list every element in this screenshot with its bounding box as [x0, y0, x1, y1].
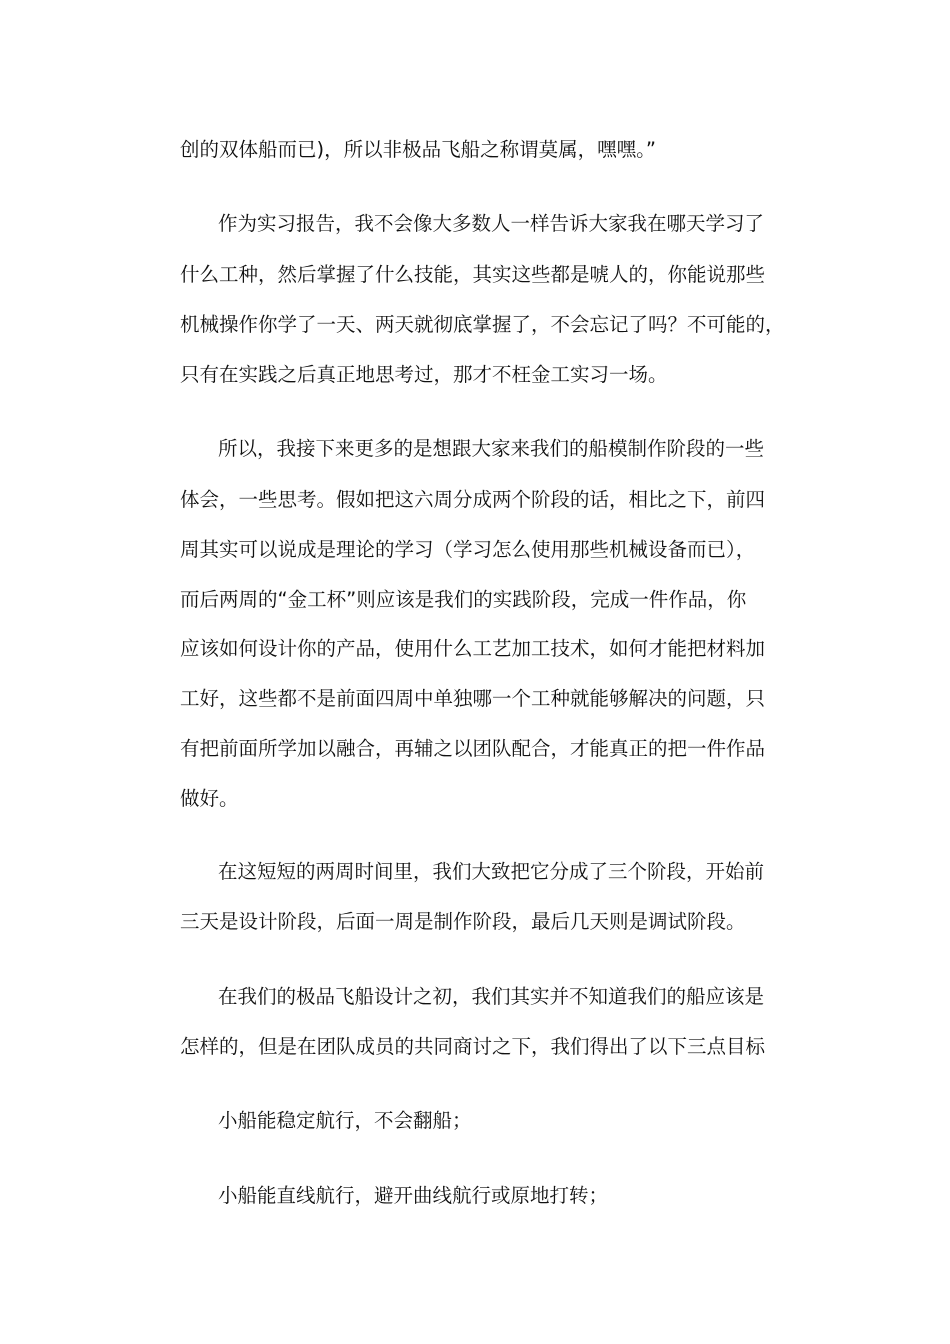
text-line-18: 小船能稳定航行，不会翻船；: [218, 1109, 472, 1132]
text-line-12: 有把前面所学加以融合，再辅之以团队配合，才能真正的把一件作品: [180, 737, 766, 760]
text-line-4: 机械操作你学了一天、两天就彻底掌握了，不会忘记了吗？不可能的，: [180, 313, 785, 336]
text-line-6: 所以，我接下来更多的是想跟大家来我们的船模制作阶段的一些: [218, 437, 765, 460]
text-line-1: 创的双体船而已)，所以非极品飞船之称谓莫属，嘿嘿。”: [180, 138, 656, 161]
text-line-11: 工好，这些都不是前面四周中单独哪一个工种就能够解决的问题，只: [180, 687, 766, 710]
text-line-13: 做好。: [180, 787, 239, 810]
text-line-17: 怎样的，但是在团队成员的共同商讨之下，我们得出了以下三点目标: [180, 1035, 766, 1058]
text-line-9: 而后两周的“金工杯”则应该是我们的实践阶段，完成一件作品，你: [180, 588, 747, 611]
text-line-15: 三天是设计阶段，后面一周是制作阶段，最后几天则是调试阶段。: [180, 910, 746, 933]
text-line-10: 应该如何设计你的产品，使用什么工艺加工技术，如何才能把材料加: [180, 637, 766, 660]
text-line-3: 什么工种，然后掌握了什么技能，其实这些都是唬人的，你能说那些: [180, 263, 766, 286]
text-line-7: 体会，一些思考。假如把这六周分成两个阶段的话，相比之下，前四: [180, 488, 766, 511]
text-line-5: 只有在实践之后真正地思考过，那才不枉金工实习一场。: [180, 363, 668, 386]
text-line-19: 小船能直线航行，避开曲线航行或原地打转；: [218, 1184, 609, 1207]
text-line-8: 周其实可以说成是理论的学习（学习怎么使用那些机械设备而已），: [180, 538, 756, 561]
text-line-16: 在我们的极品飞船设计之初，我们其实并不知道我们的船应该是: [218, 985, 765, 1008]
text-line-14: 在这短短的两周时间里，我们大致把它分成了三个阶段，开始前: [218, 860, 765, 883]
text-line-2: 作为实习报告，我不会像大多数人一样告诉大家我在哪天学习了: [218, 212, 765, 235]
